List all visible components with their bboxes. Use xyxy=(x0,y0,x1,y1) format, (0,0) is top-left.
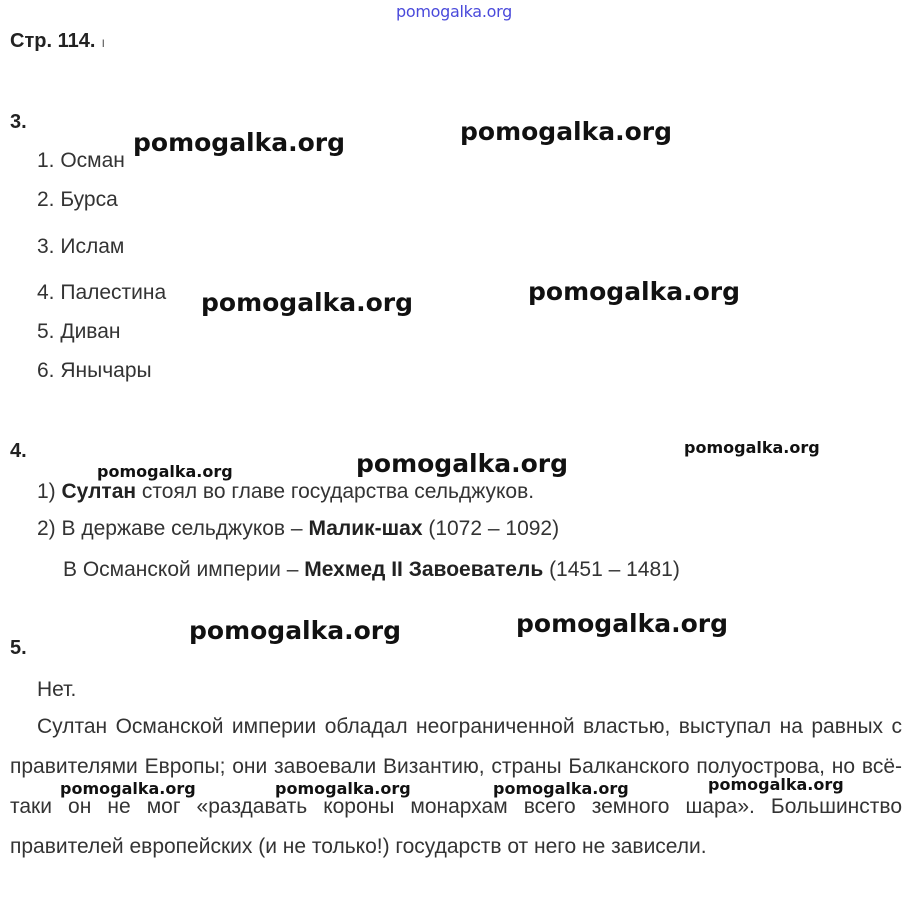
task-4-line-2-rest: (1072 – 1092) xyxy=(422,517,560,540)
task-3-item-2: 2. Бурса xyxy=(37,188,118,211)
watermark-2: pomogalka.org xyxy=(460,117,673,146)
task-4-line-1-bold: Султан xyxy=(61,480,137,503)
watermark-10: pomogalka.org xyxy=(708,775,844,794)
page-label xyxy=(10,30,105,53)
watermark-11: pomogalka.org xyxy=(60,779,196,798)
page-label-tick: ı xyxy=(101,34,106,50)
watermark-12: pomogalka.org xyxy=(275,779,411,798)
task-4-line-2-bold: Малик-шах xyxy=(308,517,423,540)
task-4-line-1 xyxy=(37,480,534,504)
task-3-item-3: 3. Ислам xyxy=(37,235,125,258)
task-4-line-3-prefix: В Османской империи – xyxy=(63,558,305,581)
watermark-1: pomogalka.org xyxy=(133,128,346,157)
task-4-line-1-prefix: 1) xyxy=(37,480,62,503)
watermark-13: pomogalka.org xyxy=(493,779,629,798)
task-3-item-6: 6. Янычары xyxy=(37,359,152,382)
site-watermark-top: pomogalka.org xyxy=(396,2,512,21)
task-3-item-5: 5. Диван xyxy=(37,320,121,343)
watermark-4: pomogalka.org xyxy=(528,277,741,306)
watermark-5: pomogalka.org xyxy=(684,438,820,457)
task-5-paragraph: Султан Османской империи обладал неограниченной властью, выступал на равных с правителями Европы; они завоевали Византию, страны Балканского полуострова, но всё-таки он не мог «раздавать короны монархам всего земного шара». Большинство правителей европейских (и не только!) государств от него не зависели. xyxy=(10,715,902,858)
watermark-9: pomogalka.org xyxy=(516,609,729,638)
task-4-line-1-rest: стоял во главе государства сельджуков. xyxy=(136,480,535,503)
task-4-line-2-prefix: 2) В державе сельджуков – xyxy=(37,517,309,540)
task-4-number: 4. xyxy=(10,440,27,462)
task-3-item-4: 4. Палестина xyxy=(37,281,167,304)
task-5-answer: Нет. xyxy=(37,678,77,701)
task-4-line-2 xyxy=(37,517,559,541)
task-4-line-3-bold: Мехмед II Завоеватель xyxy=(304,558,544,581)
task-5-number: 5. xyxy=(10,637,27,659)
task-3-number: 3. xyxy=(10,111,27,133)
watermark-6: pomogalka.org xyxy=(97,462,233,481)
watermark-7: pomogalka.org xyxy=(356,449,569,478)
task-4-line-3-rest: (1451 – 1481) xyxy=(543,558,680,581)
task-4-line-3 xyxy=(63,558,680,582)
watermark-8: pomogalka.org xyxy=(189,616,402,645)
watermark-3: pomogalka.org xyxy=(201,288,414,317)
task-3-item-1: 1. Осман xyxy=(37,149,125,172)
page-label-text: Стр. 114. xyxy=(10,30,96,52)
